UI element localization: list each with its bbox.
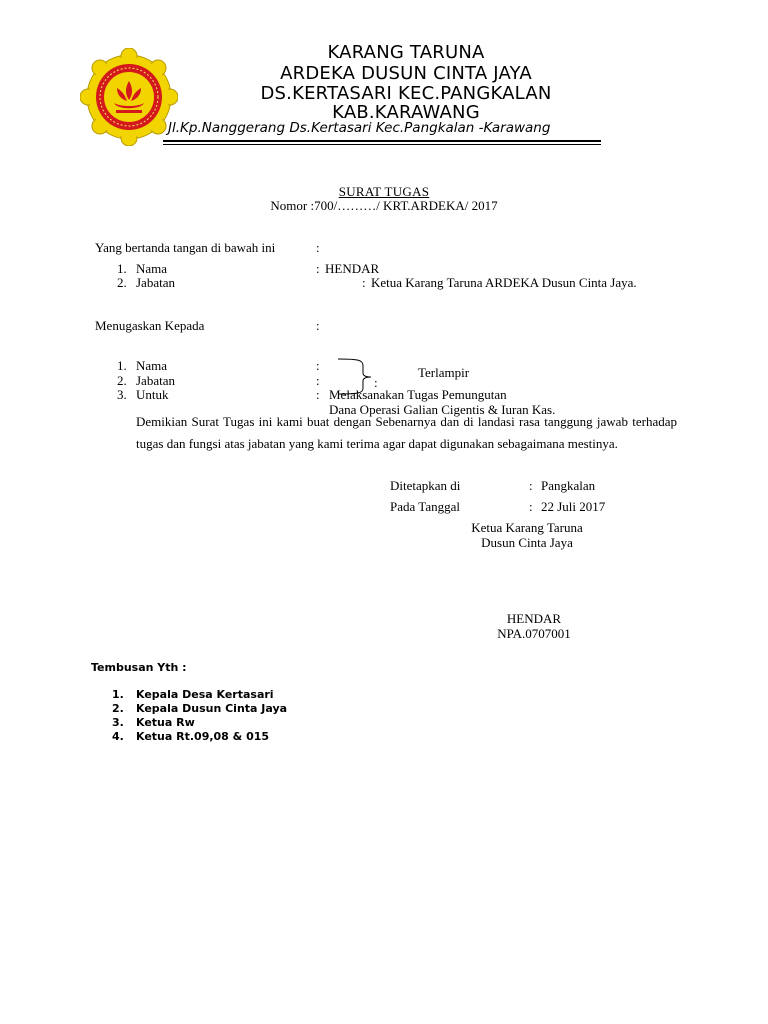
org-address-line3: DS.KERTASARI KEC.PANGKALAN: [260, 83, 552, 104]
assignee-position-colon: :: [316, 373, 320, 388]
signer-role-line1: Ketua Karang Taruna: [471, 520, 583, 535]
signer-intro: Yang bertanda tangan di bawah ini: [95, 240, 276, 255]
assignee-item-number: 3.: [117, 387, 127, 402]
assignee-purpose-line1: Melaksanakan Tugas Pemungutan: [329, 387, 507, 402]
assignee-purpose-label: Untuk: [136, 387, 169, 402]
issued-place-value: Pangkalan: [541, 478, 596, 493]
issued-date-label: Pada Tanggal: [390, 499, 460, 514]
assignee-position-label: Jabatan: [136, 373, 175, 388]
issued-place-colon: :: [529, 478, 533, 493]
assignee-intro: Menugaskan Kepada: [95, 318, 205, 333]
signer-item-number: 1.: [117, 261, 127, 276]
closing-paragraph: Demikian Surat Tugas ini kami buat dengan Sebenarnya dan di landasi rasa tanggung jawab terhadap tugas dan fungsi atas jabatan yang kami terima agar dapat digunakan sebagaimana mestinya.: [136, 414, 677, 451]
cc-item-number: 3.: [112, 716, 124, 729]
signer-name-colon: :: [316, 261, 320, 276]
letterhead-rule-thin: [163, 144, 601, 145]
cc-item: Kepala Desa Kertasari: [136, 688, 274, 701]
terlampir-note: Terlampir: [418, 365, 470, 380]
org-street-address: Jl.Kp.Nanggerang Ds.Kertasari Kec.Pangkalan -Karawang: [168, 120, 551, 136]
cc-item-number: 2.: [112, 702, 124, 715]
issued-date-value: 22 Juli 2017: [541, 499, 606, 514]
signer-position-colon: :: [362, 275, 366, 290]
assignee-item-number: 1.: [117, 358, 127, 373]
cc-item: Ketua Rt.09,08 & 015: [136, 730, 270, 743]
issued-place-label: Ditetapkan di: [390, 478, 461, 493]
document-title: SURAT TUGAS: [338, 184, 430, 199]
assignee-item-number: 2.: [117, 373, 127, 388]
signer-npa: NPA.0707001: [497, 626, 571, 641]
signer-intro-colon: :: [316, 240, 320, 255]
assignee-name-colon: :: [316, 358, 320, 373]
signer-position-label: Jabatan: [136, 275, 175, 290]
cc-item-number: 1.: [112, 688, 124, 701]
signer-role-line2: Dusun Cinta Jaya: [481, 535, 573, 550]
org-name-line2: ARDEKA DUSUN CINTA JAYA: [280, 63, 532, 84]
letterhead-rule-thick: [163, 140, 601, 142]
signer-name-value: HENDAR: [325, 261, 380, 276]
issued-date-colon: :: [529, 499, 533, 514]
assignee-intro-colon: :: [316, 318, 320, 333]
assignee-extra-colon: :: [374, 375, 378, 390]
signer-name: HENDAR: [506, 611, 562, 626]
cc-item: Kepala Dusun Cinta Jaya: [136, 702, 288, 715]
assignee-purpose-colon: :: [316, 387, 320, 402]
cc-item-number: 4.: [112, 730, 124, 743]
signer-item-number: 2.: [117, 275, 127, 290]
document-number: Nomor :700/………/ KRT.ARDEKA/ 2017: [270, 198, 498, 213]
signer-position-value: Ketua Karang Taruna ARDEKA Dusun Cinta Jaya.: [371, 275, 637, 290]
signer-name-label: Nama: [136, 261, 168, 276]
org-address-line4: KAB.KARAWANG: [332, 102, 480, 123]
assignee-name-label: Nama: [136, 358, 168, 373]
assignee-purpose-line2: Dana Operasi Galian Cigentis & Iuran Kas.: [329, 402, 556, 417]
cc-item: Ketua Rw: [136, 716, 195, 729]
cc-heading: Tembusan Yth :: [91, 661, 187, 674]
org-name-line1: KARANG TARUNA: [327, 42, 485, 63]
